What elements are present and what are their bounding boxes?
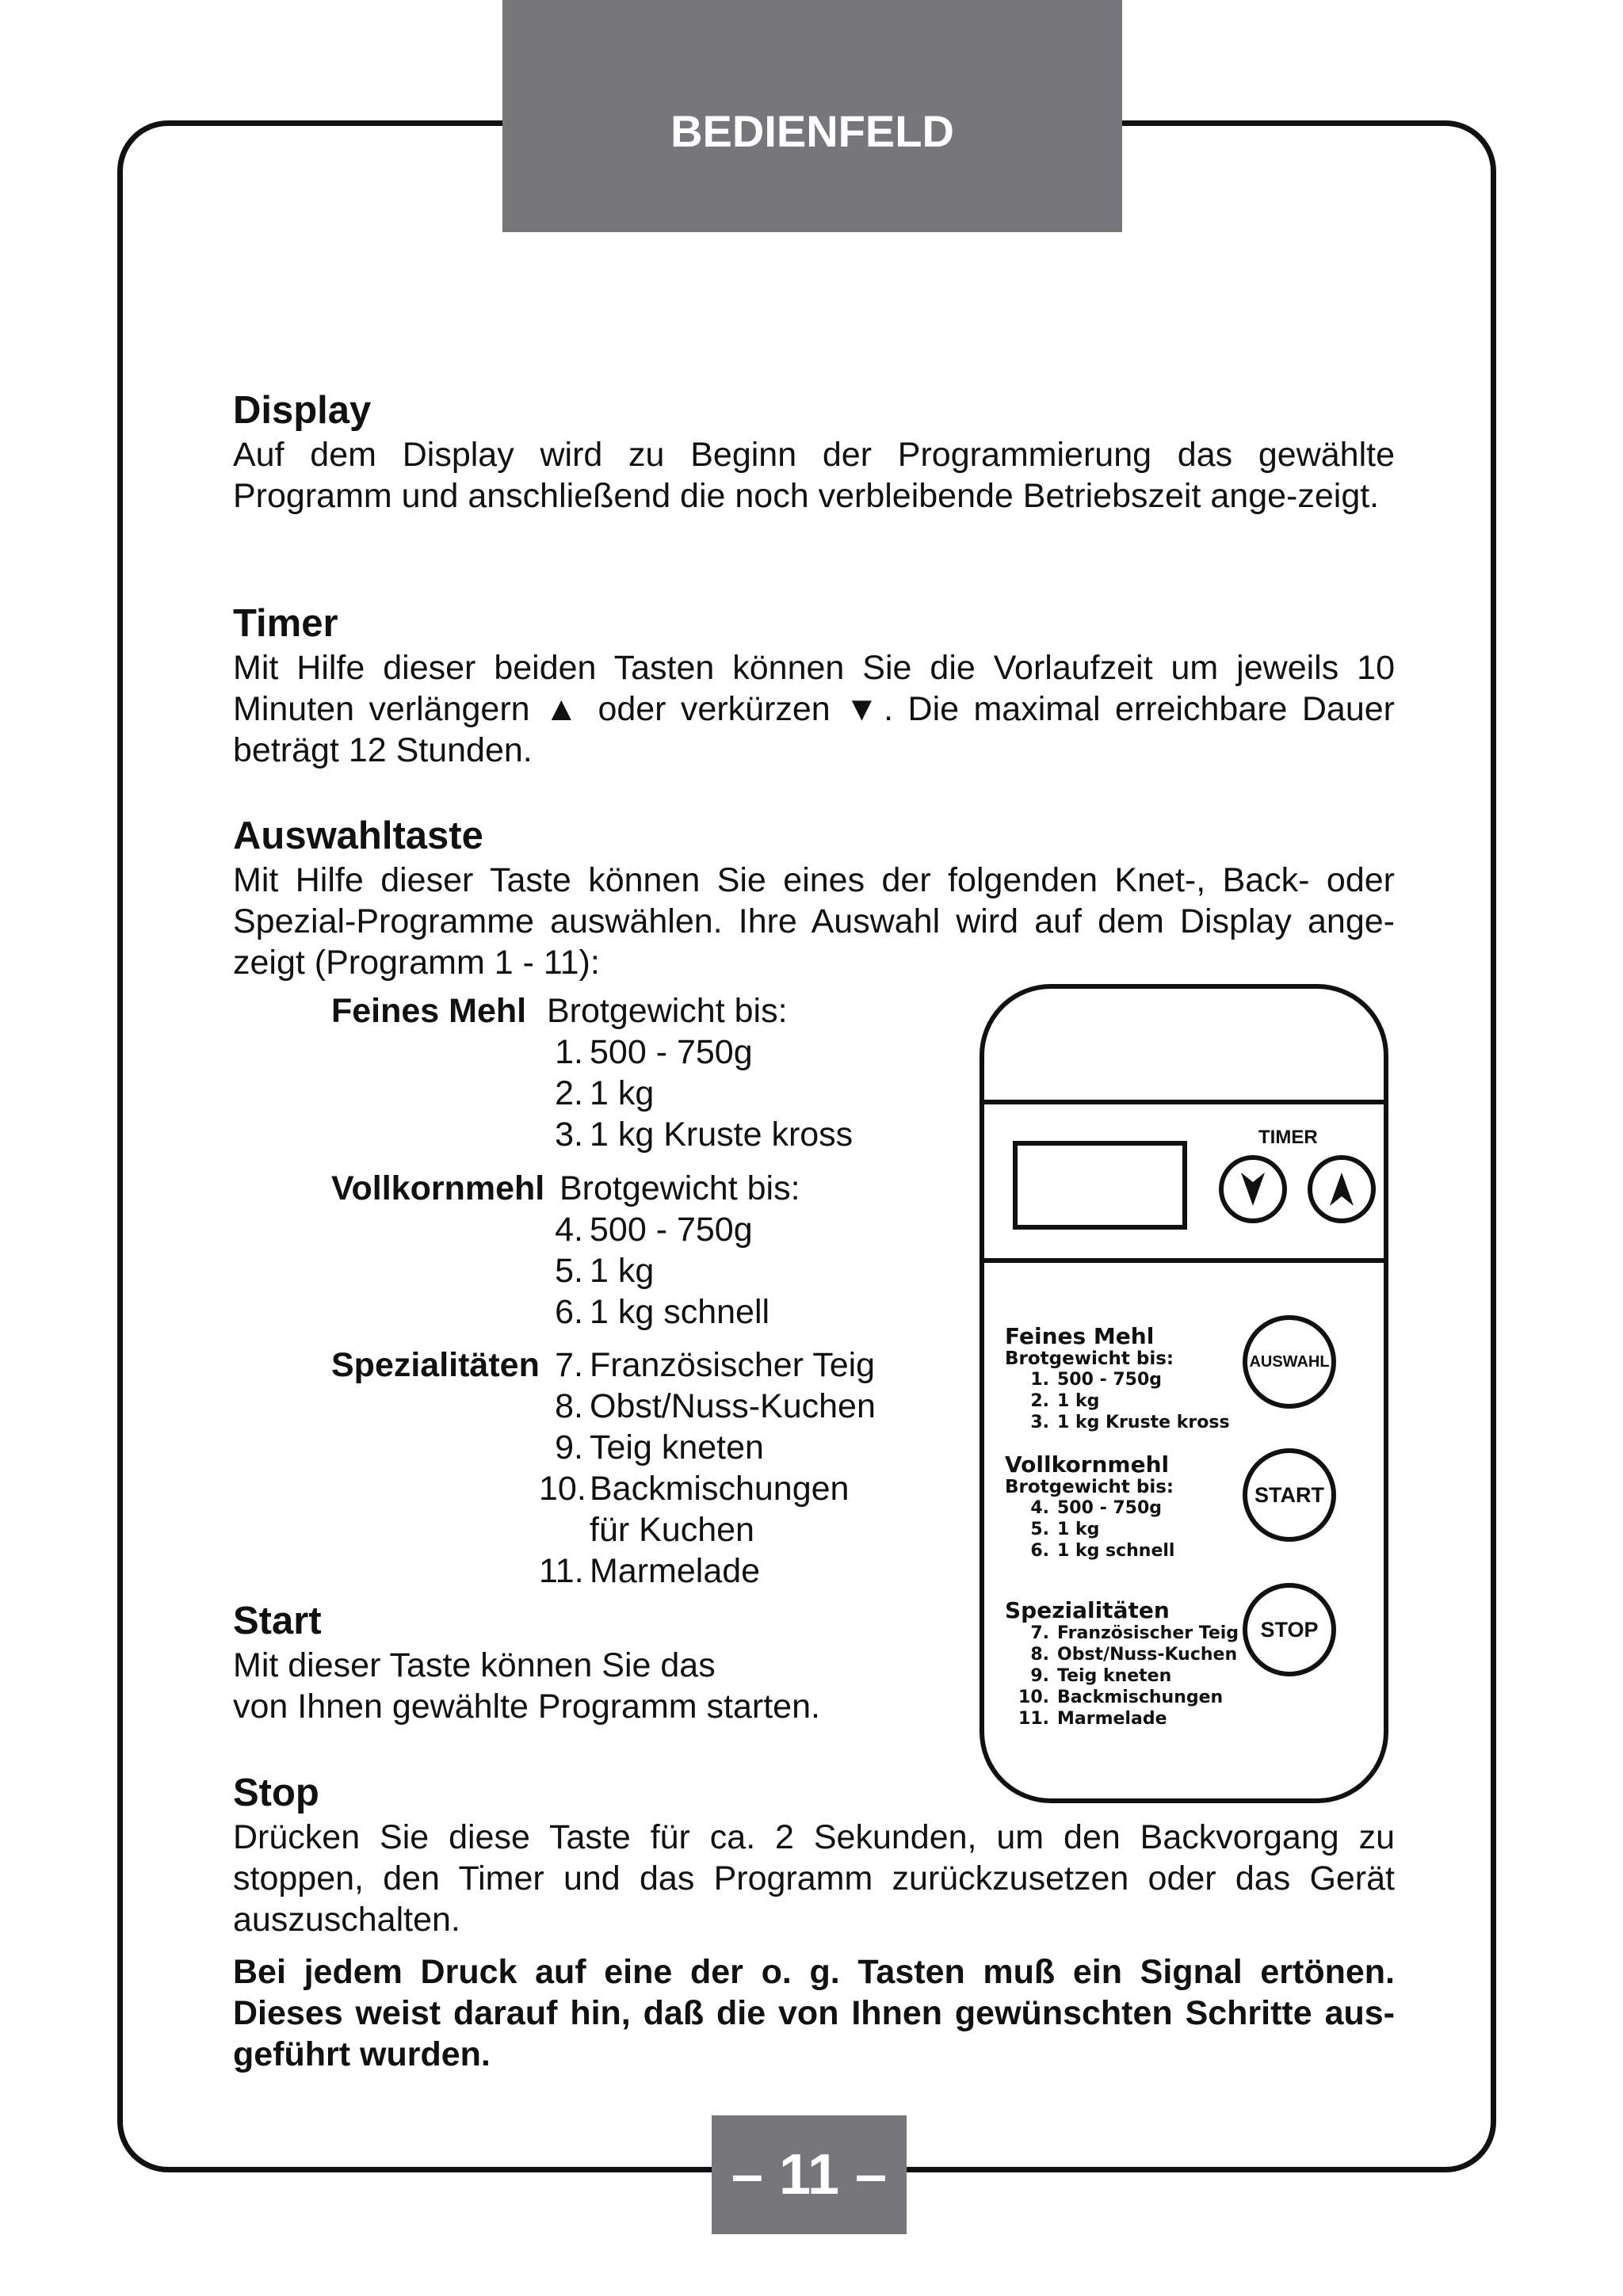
stop-section [233, 1769, 1395, 2075]
display-section [233, 387, 1395, 517]
panel-list-vollkornmehl: Vollkornmehl Brotgewicht bis: 4. 500 - 750g 5. 1 kg 6. 1 kg schnell [1005, 1451, 1175, 1561]
timer-label: TIMER [1258, 1127, 1318, 1148]
arrow-up-icon [1323, 1168, 1360, 1211]
panel-display [1013, 1141, 1187, 1230]
auswahl-heading: Auswahltaste [233, 814, 483, 857]
program-item: 5. 1 kg [555, 1252, 655, 1290]
timer-section [233, 600, 1395, 771]
program-item: 4. 500 - 750g [555, 1211, 753, 1249]
stop-heading: Stop [233, 1772, 319, 1814]
start-text-line1: Mit dieser Taste können Sie das [233, 1646, 716, 1684]
group-sub: Brotgewicht bis: [559, 1169, 800, 1207]
timer-up-button[interactable] [1308, 1155, 1376, 1223]
start-text-line2: von Ihnen gewählte Programm starten. [233, 1688, 820, 1726]
arrow-down-icon [1235, 1168, 1271, 1211]
stop-note: Bei jedem Druck auf eine der o. g. Tasten muß ein Signal ertönen. Dieses weist darauf hin, daß die von Ihnen gewünschten Schritte aus-geführt wurden. [233, 1953, 1395, 2073]
auswahl-section [233, 812, 1395, 983]
page-number: – 11 – [712, 2115, 907, 2234]
group-feines-mehl: Feines Mehl [331, 992, 527, 1030]
program-item: 11. Marmelade [539, 1552, 761, 1590]
stop-text: Drücken Sie diese Taste für ca. 2 Sekunden, um den Backvorgang zu stoppen, den Timer und das Programm zurückzusetzen oder das Gerät auszuschalten. [233, 1818, 1395, 1939]
program-item: 10.Backmischungen [539, 1470, 850, 1508]
start-heading: Start [233, 1600, 322, 1642]
display-heading: Display [233, 389, 372, 432]
panel-list-spezialitaeten: Spezialitäten 7. Französischer Teig 8. Obst/Nuss-Kuchen 9. Teig kneten 10. Backmischungen 11. Marmelade [1005, 1597, 1239, 1729]
panel-list-feines-mehl: Feines Mehl Brotgewicht bis: 1. 500 - 750g 2. 1 kg 3. 1 kg Kruste kross [1005, 1323, 1230, 1432]
auswahl-text: Mit Hilfe dieser Taste können Sie eines der folgenden Knet-, Back- oder Spezial-Programme auswählen. Ihre Auswahl wird auf dem Display ange-zeigt (Programm 1 - 11): [233, 861, 1395, 982]
timer-text: Mit Hilfe dieser beiden Tasten können Sie die Vorlaufzeit um jeweils 10 Minuten verlängern ▲ oder verkürzen ▼. Die maximal erreichbare Dauer beträgt 12 Stunden. [233, 649, 1395, 769]
group-vollkornmehl: Vollkornmehl [331, 1169, 545, 1207]
group-spezialitaeten: Spezialitäten [331, 1346, 540, 1384]
start-button[interactable]: START [1243, 1448, 1336, 1542]
program-item-continuation: für Kuchen [590, 1511, 754, 1549]
page-title: BEDIENFELD [502, 0, 1122, 232]
group-sub: Brotgewicht bis: [547, 992, 788, 1030]
auswahl-button[interactable]: AUSWAHL [1243, 1315, 1336, 1409]
start-section [233, 1597, 946, 1727]
program-item: 2. 1 kg [555, 1074, 655, 1112]
timer-heading: Timer [233, 602, 338, 645]
program-item: 3. 1 kg Kruste kross [555, 1116, 854, 1154]
panel-divider [984, 1100, 1384, 1104]
stop-button[interactable]: STOP [1243, 1583, 1336, 1676]
timer-down-button[interactable] [1219, 1155, 1287, 1223]
panel-divider [984, 1258, 1384, 1263]
program-item: 1. 500 - 750g [555, 1033, 753, 1071]
program-item: 9. Teig kneten [555, 1428, 764, 1466]
control-panel-illustration [980, 984, 1388, 1803]
display-text: Auf dem Display wird zu Beginn der Programmierung das gewählte Programm und anschließend die noch verbleibende Betriebszeit ange-zeigt. [233, 436, 1395, 515]
program-item: 6. 1 kg schnell [555, 1293, 770, 1331]
program-item: 7. Französischer Teig [555, 1346, 876, 1384]
program-item: 8. Obst/Nuss-Kuchen [555, 1387, 876, 1425]
